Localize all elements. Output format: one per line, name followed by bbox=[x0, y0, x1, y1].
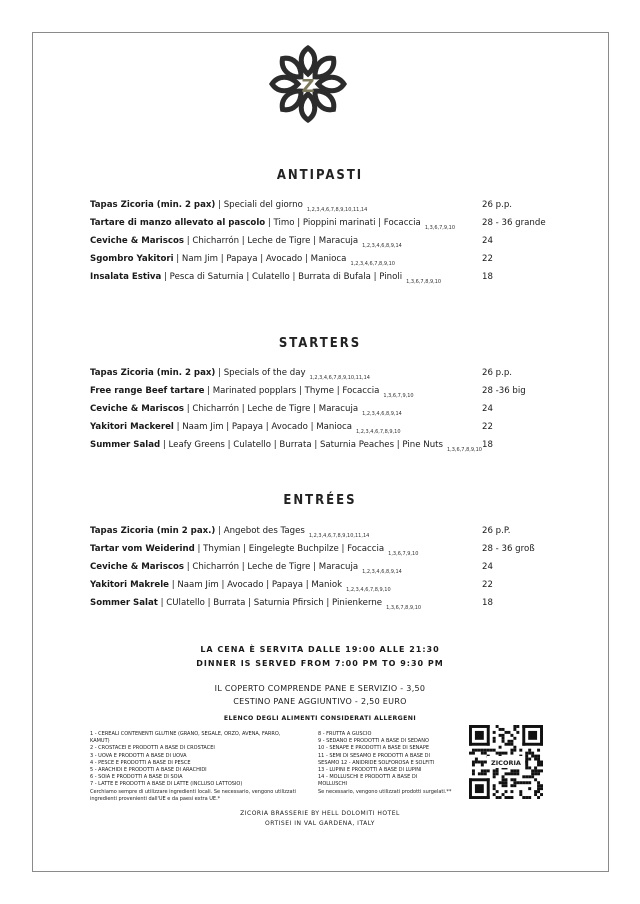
dish-description: | Naam Jim | Papaya | Avocado | Manioca bbox=[173, 422, 352, 432]
dish-name: Free range Beef tartare bbox=[90, 386, 205, 396]
dish-name: Tartare di manzo allevato al pascolo bbox=[90, 218, 266, 228]
footer-hotel: ZICORIA BRASSERIE BY HELL DOLOMITI HOTEL bbox=[240, 810, 400, 817]
dish-allergens: 1,3,6,7,9,10 bbox=[383, 393, 414, 399]
dish-price: 24 bbox=[482, 236, 493, 246]
dish-allergens: 1,3,6,7,8,9,10 bbox=[386, 605, 422, 611]
logo-petal bbox=[301, 48, 315, 74]
dish-price: 26 p.p. bbox=[482, 200, 513, 210]
logo-petal bbox=[318, 77, 344, 91]
allergen-line: 7 - LATTE E PRODOTTI A BASE DI LATTE (INCLUSO LATTOSIO) bbox=[90, 781, 243, 788]
menu-item bbox=[90, 440, 610, 456]
allergen-line: 6 - SOIA E PRODOTTI A BASE DI SOIA bbox=[90, 774, 183, 781]
allergen-line: 4 - PESCE E PRODOTTI A BASE DI PESCE bbox=[90, 759, 191, 766]
qr-label: ZICORIA bbox=[491, 759, 521, 767]
allergen-note-left bbox=[90, 789, 296, 803]
menu-item bbox=[90, 368, 610, 384]
cover-charge: IL COPERTO COMPRENDE PANE E SERVIZIO - 3,50 bbox=[214, 684, 426, 693]
allergen-note-right: Se necessario, vengono utilizzati prodotti surgelati.** bbox=[318, 789, 452, 795]
menu-item bbox=[90, 254, 610, 270]
dish-price: 28 - 36 groß bbox=[482, 544, 535, 554]
menu-item bbox=[90, 562, 610, 578]
menu-item bbox=[90, 580, 610, 596]
menu-item bbox=[90, 598, 610, 614]
footer-location: ORTISEI IN VAL GARDENA, ITALY bbox=[265, 820, 375, 827]
note-left-line1: Cerchiamo sempre di utilizzare ingredienti locali. Se necessario, vengono utilizzati bbox=[90, 789, 296, 795]
dish-price: 26 p.p. bbox=[482, 368, 513, 378]
allergen-line: 1 - CEREALI CONTENENTI GLUTINE (GRANO, SEGALE, ORZO, AVENA, FARRO, bbox=[90, 731, 281, 737]
menu-item bbox=[90, 404, 610, 420]
menu-item bbox=[90, 200, 610, 216]
allergen-line: 3 - UOVA E PRODOTTI A BASE DI UOVA bbox=[90, 752, 187, 759]
dish-allergens: 1,2,3,4,6,7,8,9,10 bbox=[350, 261, 395, 267]
allergen-line: 5 - ARACHIDI E PRODOTTI A BASE DI ARACHIDI bbox=[90, 767, 207, 774]
note-left-line2: ingredienti provenienti dall'UE e da paesi extra UE.* bbox=[90, 796, 221, 802]
allergen-line: 2 - CROSTACEI E PRODOTTI A BASE DI CROSTACEI bbox=[90, 745, 215, 752]
dish-description: | Thymian | Eingelegte Buchpilze | Focaccia bbox=[194, 544, 385, 554]
dish-description: | Timo | Pioppini marinati | Focaccia bbox=[265, 218, 421, 228]
dish-name: Summer Salad bbox=[90, 440, 161, 450]
section-title: STARTERS bbox=[278, 336, 362, 351]
dish-price: 18 bbox=[482, 598, 493, 608]
allergen-line: 8 - FRUTTA A GUSCIO bbox=[318, 731, 372, 737]
qr-code[interactable] bbox=[469, 725, 543, 799]
menu-item bbox=[90, 272, 610, 288]
dish-name: Tapas Zicoria (min. 2 pax) bbox=[90, 200, 216, 210]
dish-description: | Marinated popplars | Thyme | Focaccia bbox=[204, 386, 380, 396]
dish-description: | Nam Jim | Papaya | Avocado | Manioca bbox=[173, 254, 347, 264]
allergen-line: SESAMO 12 - ANIDRIDE SOLFOROSA E SOLFITI bbox=[318, 759, 435, 766]
dish-price: 26 p.P. bbox=[482, 526, 511, 536]
dish-allergens: 1,3,6,7,8,9,10 bbox=[446, 447, 482, 453]
allergen-line: MOLLUSCHI bbox=[318, 781, 348, 788]
allergen-line: 10 - SENAPE E PRODOTTI A BASE DI SENAPE bbox=[318, 745, 430, 752]
dish-allergens: 1,2,3,4,6,7,8,9,10,11,14 bbox=[306, 207, 368, 213]
dish-price: 22 bbox=[482, 580, 493, 590]
dish-description: | CUlatello | Burrata | Saturnia Pfirsich | Pinienkerne bbox=[157, 598, 383, 608]
dish-description: | Specials of the day bbox=[215, 368, 306, 378]
menu-item bbox=[90, 526, 610, 542]
dish-name: Ceviche & Mariscos bbox=[90, 562, 184, 572]
allergen-line: KAMUT) bbox=[90, 738, 110, 745]
menu-item bbox=[90, 422, 610, 438]
dish-description: | Chicharrón | Leche de Tigre | Maracuja bbox=[183, 236, 359, 246]
menu-item bbox=[90, 218, 610, 234]
dish-allergens: 1,2,3,4,6,7,8,9,10,11,14 bbox=[308, 533, 370, 539]
menu-item bbox=[90, 544, 610, 560]
dish-name: Tapas Zicoria (min. 2 pax) bbox=[90, 368, 216, 378]
dish-price: 28 -36 big bbox=[482, 386, 526, 396]
dish-name: Ceviche & Mariscos bbox=[90, 236, 184, 246]
allergen-line: 11 - SEMI DI SESAMO E PRODOTTI A BASE DI bbox=[318, 752, 430, 759]
logo-letter: Z bbox=[301, 76, 315, 97]
dish-description: | Angebot des Tages bbox=[215, 526, 305, 536]
logo-petal bbox=[272, 77, 298, 91]
dish-allergens: 1,2,3,4,6,8,9,14 bbox=[362, 243, 402, 249]
dish-allergens: 1,3,6,7,9,10 bbox=[388, 551, 419, 557]
dish-name: Ceviche & Mariscos bbox=[90, 404, 184, 414]
dish-description: | Chicharrón | Leche de Tigre | Maracuja bbox=[183, 562, 359, 572]
dish-price: 22 bbox=[482, 254, 493, 264]
dish-allergens: 1,2,3,4,6,8,9,14 bbox=[362, 569, 402, 575]
dish-price: 28 - 36 grande bbox=[482, 218, 546, 228]
bread-basket: CESTINO PANE AGGIUNTIVO - 2,50 EURO bbox=[233, 697, 407, 706]
dish-allergens: 1,2,3,4,6,7,8,9,10,11,14 bbox=[309, 375, 370, 381]
dish-allergens: 1,3,6,7,8,9,10 bbox=[406, 279, 442, 285]
allergen-list-right bbox=[318, 731, 434, 789]
dish-description: | Speciali del giorno bbox=[215, 200, 303, 210]
dish-name: Yakitori Mackerel bbox=[90, 422, 174, 432]
dish-name: Yakitori Makrele bbox=[90, 580, 169, 590]
allergen-title: ELENCO DEGLI ALIMENTI CONSIDERATI ALLERGENI bbox=[223, 715, 417, 722]
menu-item bbox=[90, 386, 610, 402]
menu-item bbox=[90, 236, 610, 252]
section-title: ANTIPASTI bbox=[276, 168, 364, 183]
dish-price: 18 bbox=[482, 440, 493, 450]
dinner-time-it: LA CENA È SERVITA DALLE 19:00 ALLE 21:30 bbox=[200, 645, 440, 654]
section-title: ENTRÉES bbox=[283, 493, 357, 508]
dish-description: | Chicharrón | Leche de Tigre | Maracuja bbox=[183, 404, 359, 414]
dish-price: 24 bbox=[482, 562, 493, 572]
dish-name: Insalata Estiva bbox=[90, 272, 162, 282]
dinner-time-en: DINNER IS SERVED FROM 7:00 PM TO 9:30 PM bbox=[196, 659, 444, 668]
dish-description: | Pesca di Saturnia | Culatello | Burrata di Bufala | Pinoli bbox=[161, 272, 403, 282]
dish-price: 24 bbox=[482, 404, 493, 414]
dish-allergens: 1,3,6,7,9,10 bbox=[424, 225, 456, 231]
zicoria-logo bbox=[263, 45, 353, 123]
dish-name: Sgombro Yakitori bbox=[90, 254, 174, 264]
dish-name: Tartar vom Weiderind bbox=[90, 544, 195, 554]
logo-petal bbox=[301, 94, 315, 120]
dish-allergens: 1,2,3,4,6,7,8,9,10 bbox=[355, 429, 401, 435]
allergen-line: 13 - LUPINI E PRODOTTI A BASE DI LUPINI bbox=[318, 767, 422, 774]
allergen-list-left bbox=[90, 731, 280, 789]
dish-allergens: 1,2,3,4,6,8,9,14 bbox=[362, 411, 402, 417]
dish-allergens: 1,2,3,4,6,7,8,9,10 bbox=[346, 587, 391, 593]
dish-name: Sommer Salat bbox=[90, 598, 158, 608]
allergen-line: 14 - MOLLUSCHI E PRODOTTI A BASE DI bbox=[318, 774, 418, 781]
dish-name: Tapas Zicoria (min 2 pax.) bbox=[90, 526, 216, 536]
dish-description: | Leafy Greens | Culatello | Burrata | Saturnia Peaches | Pine Nuts bbox=[160, 440, 443, 450]
dish-price: 22 bbox=[482, 422, 493, 432]
dish-description: | Naam Jim | Avocado | Papaya | Maniok bbox=[169, 580, 343, 590]
dish-price: 18 bbox=[482, 272, 493, 282]
allergen-line: 9 - SEDANO E PRODOTTI A BASE DI SEDANO bbox=[318, 738, 429, 745]
